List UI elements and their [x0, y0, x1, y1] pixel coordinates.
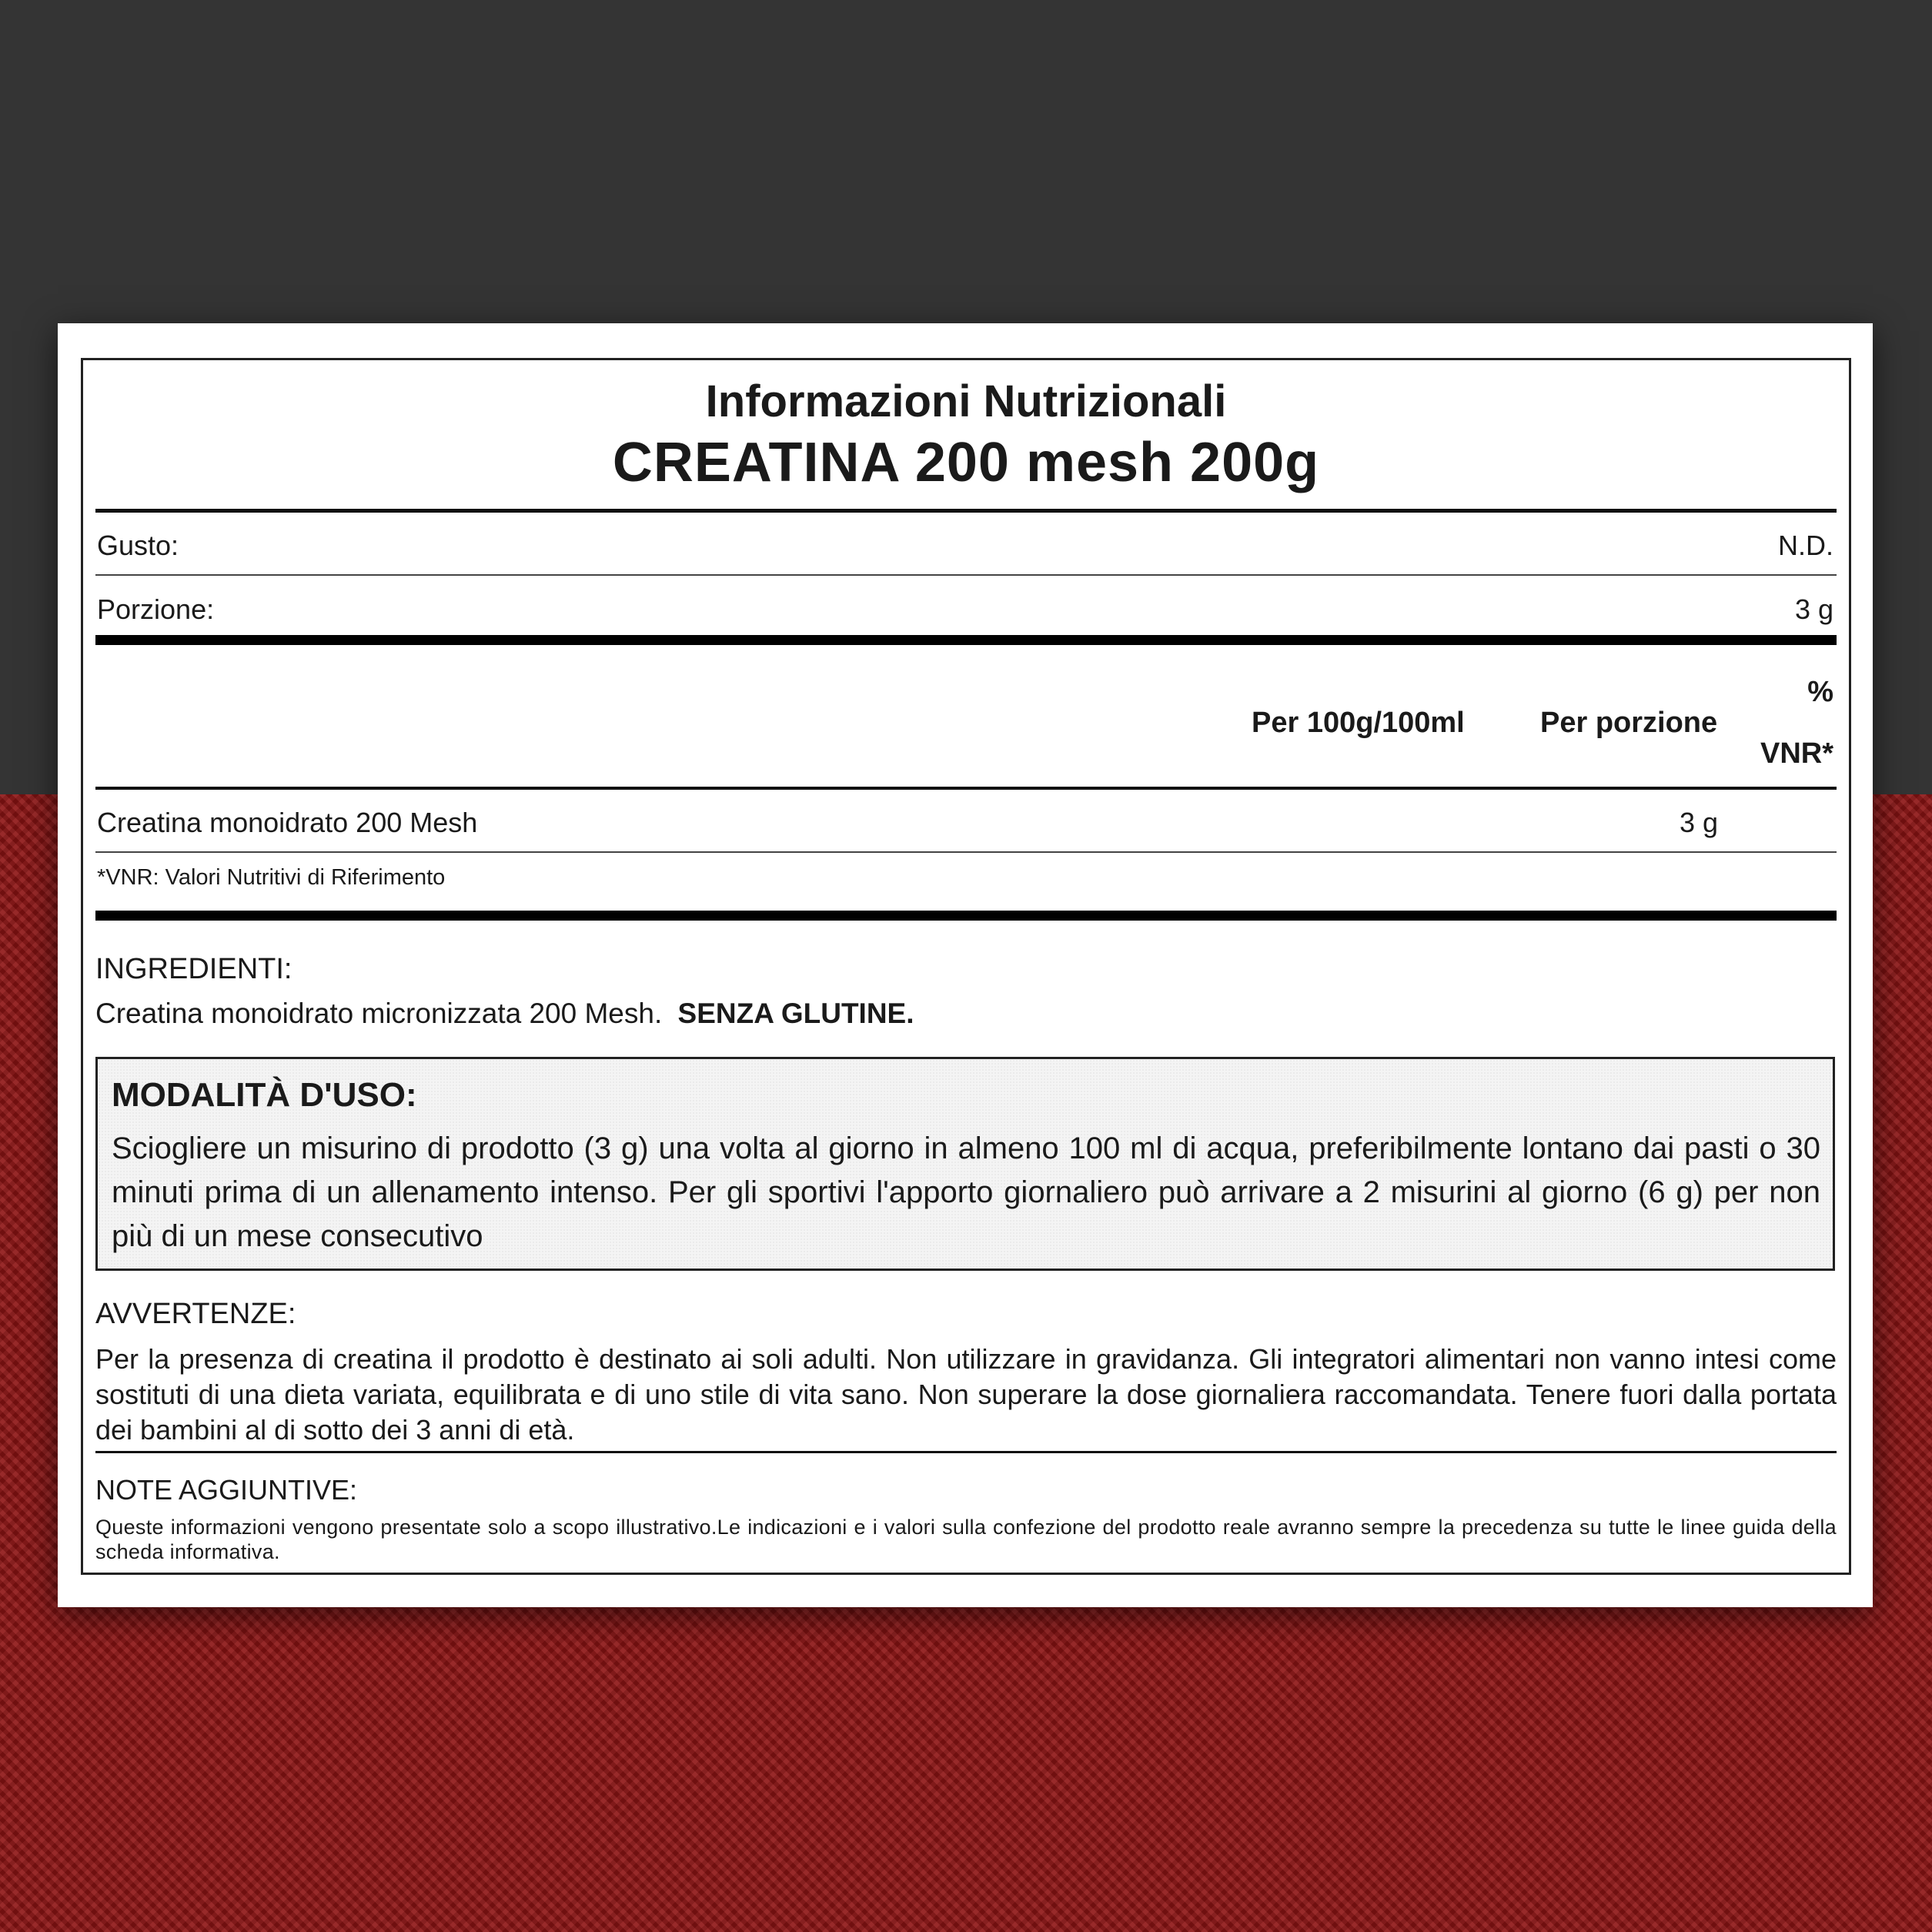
- warnings-text: Per la presenza di creatina il prodotto è destinato ai soli adulti. Non utilizzare in gravidanza. Gli integratori alimentari non vanno intesi come sostituti di una dieta variata, equilibrata e di uno stile di vita sano. Non superare la dose giornaliera raccomandata. Tenere fuori dalla portata dei bambini al di sotto dei 3 anni di età.: [95, 1343, 1837, 1446]
- nutrient-divider: [95, 851, 1837, 853]
- ingredients-list: Creatina monoidrato micronizzata 200 Mesh.: [95, 998, 663, 1029]
- usage-text: Sciogliere un misurino di prodotto (3 g) una volta al giorno in almeno 100 ml di acqua, preferibilmente lontano dai pasti o 30 minuti prima di un allenamento intenso. Per gli sportivi l'apporto giornaliero può arrivare a 2 misurini al giorno (6 g) per non più di un mese consecutivo: [112, 1131, 1820, 1253]
- table-header-rule: [95, 787, 1837, 790]
- column-vnr: VNR*: [1760, 737, 1833, 770]
- usage-heading: MODALITÀ D'USO:: [112, 1076, 417, 1114]
- gluten-free-claim: SENZA GLUTINE.: [677, 998, 914, 1029]
- label-frame: [81, 358, 1851, 1575]
- portion-label: Porzione:: [97, 593, 215, 625]
- product-name: CREATINA 200 mesh 200g: [612, 432, 1320, 493]
- flavor-label: Gusto:: [97, 530, 179, 561]
- nutrient-name: Creatina monoidrato 200 Mesh: [97, 807, 478, 838]
- label-title: Informazioni Nutrizionali: [705, 376, 1227, 426]
- warnings-heading: AVVERTENZE:: [95, 1298, 296, 1330]
- notes-heading: NOTE AGGIUNTIVE:: [95, 1474, 358, 1506]
- header-rule: [95, 509, 1837, 513]
- portion-value: 3 g: [1794, 593, 1833, 625]
- ingredients-text: [95, 998, 914, 1030]
- warnings-rule: [95, 1451, 1837, 1453]
- flavor-divider: [95, 574, 1837, 576]
- nutrition-label-card: [58, 323, 1873, 1607]
- column-vnr-percent: %: [1807, 676, 1833, 708]
- ingredients-heading: INGREDIENTI:: [95, 953, 292, 985]
- flavor-value: N.D.: [1778, 530, 1833, 561]
- nutrient-per-portion: 3 g: [1679, 807, 1718, 838]
- vnr-footnote: *VNR: Valori Nutritivi di Riferimento: [97, 865, 446, 890]
- table-bottom-thick-rule: [95, 911, 1837, 921]
- usage-box: [95, 1057, 1835, 1271]
- portion-thick-rule: [95, 635, 1837, 645]
- column-per-portion: Per porzione: [1540, 707, 1718, 739]
- column-per-100g: Per 100g/100ml: [1252, 707, 1465, 739]
- notes-text: Queste informazioni vengono presentate solo a scopo illustrativo.Le indicazioni e i valori sulla confezione del prodotto reale avranno sempre la precedenza su tutte le linee guida della scheda informativa.: [95, 1516, 1837, 1563]
